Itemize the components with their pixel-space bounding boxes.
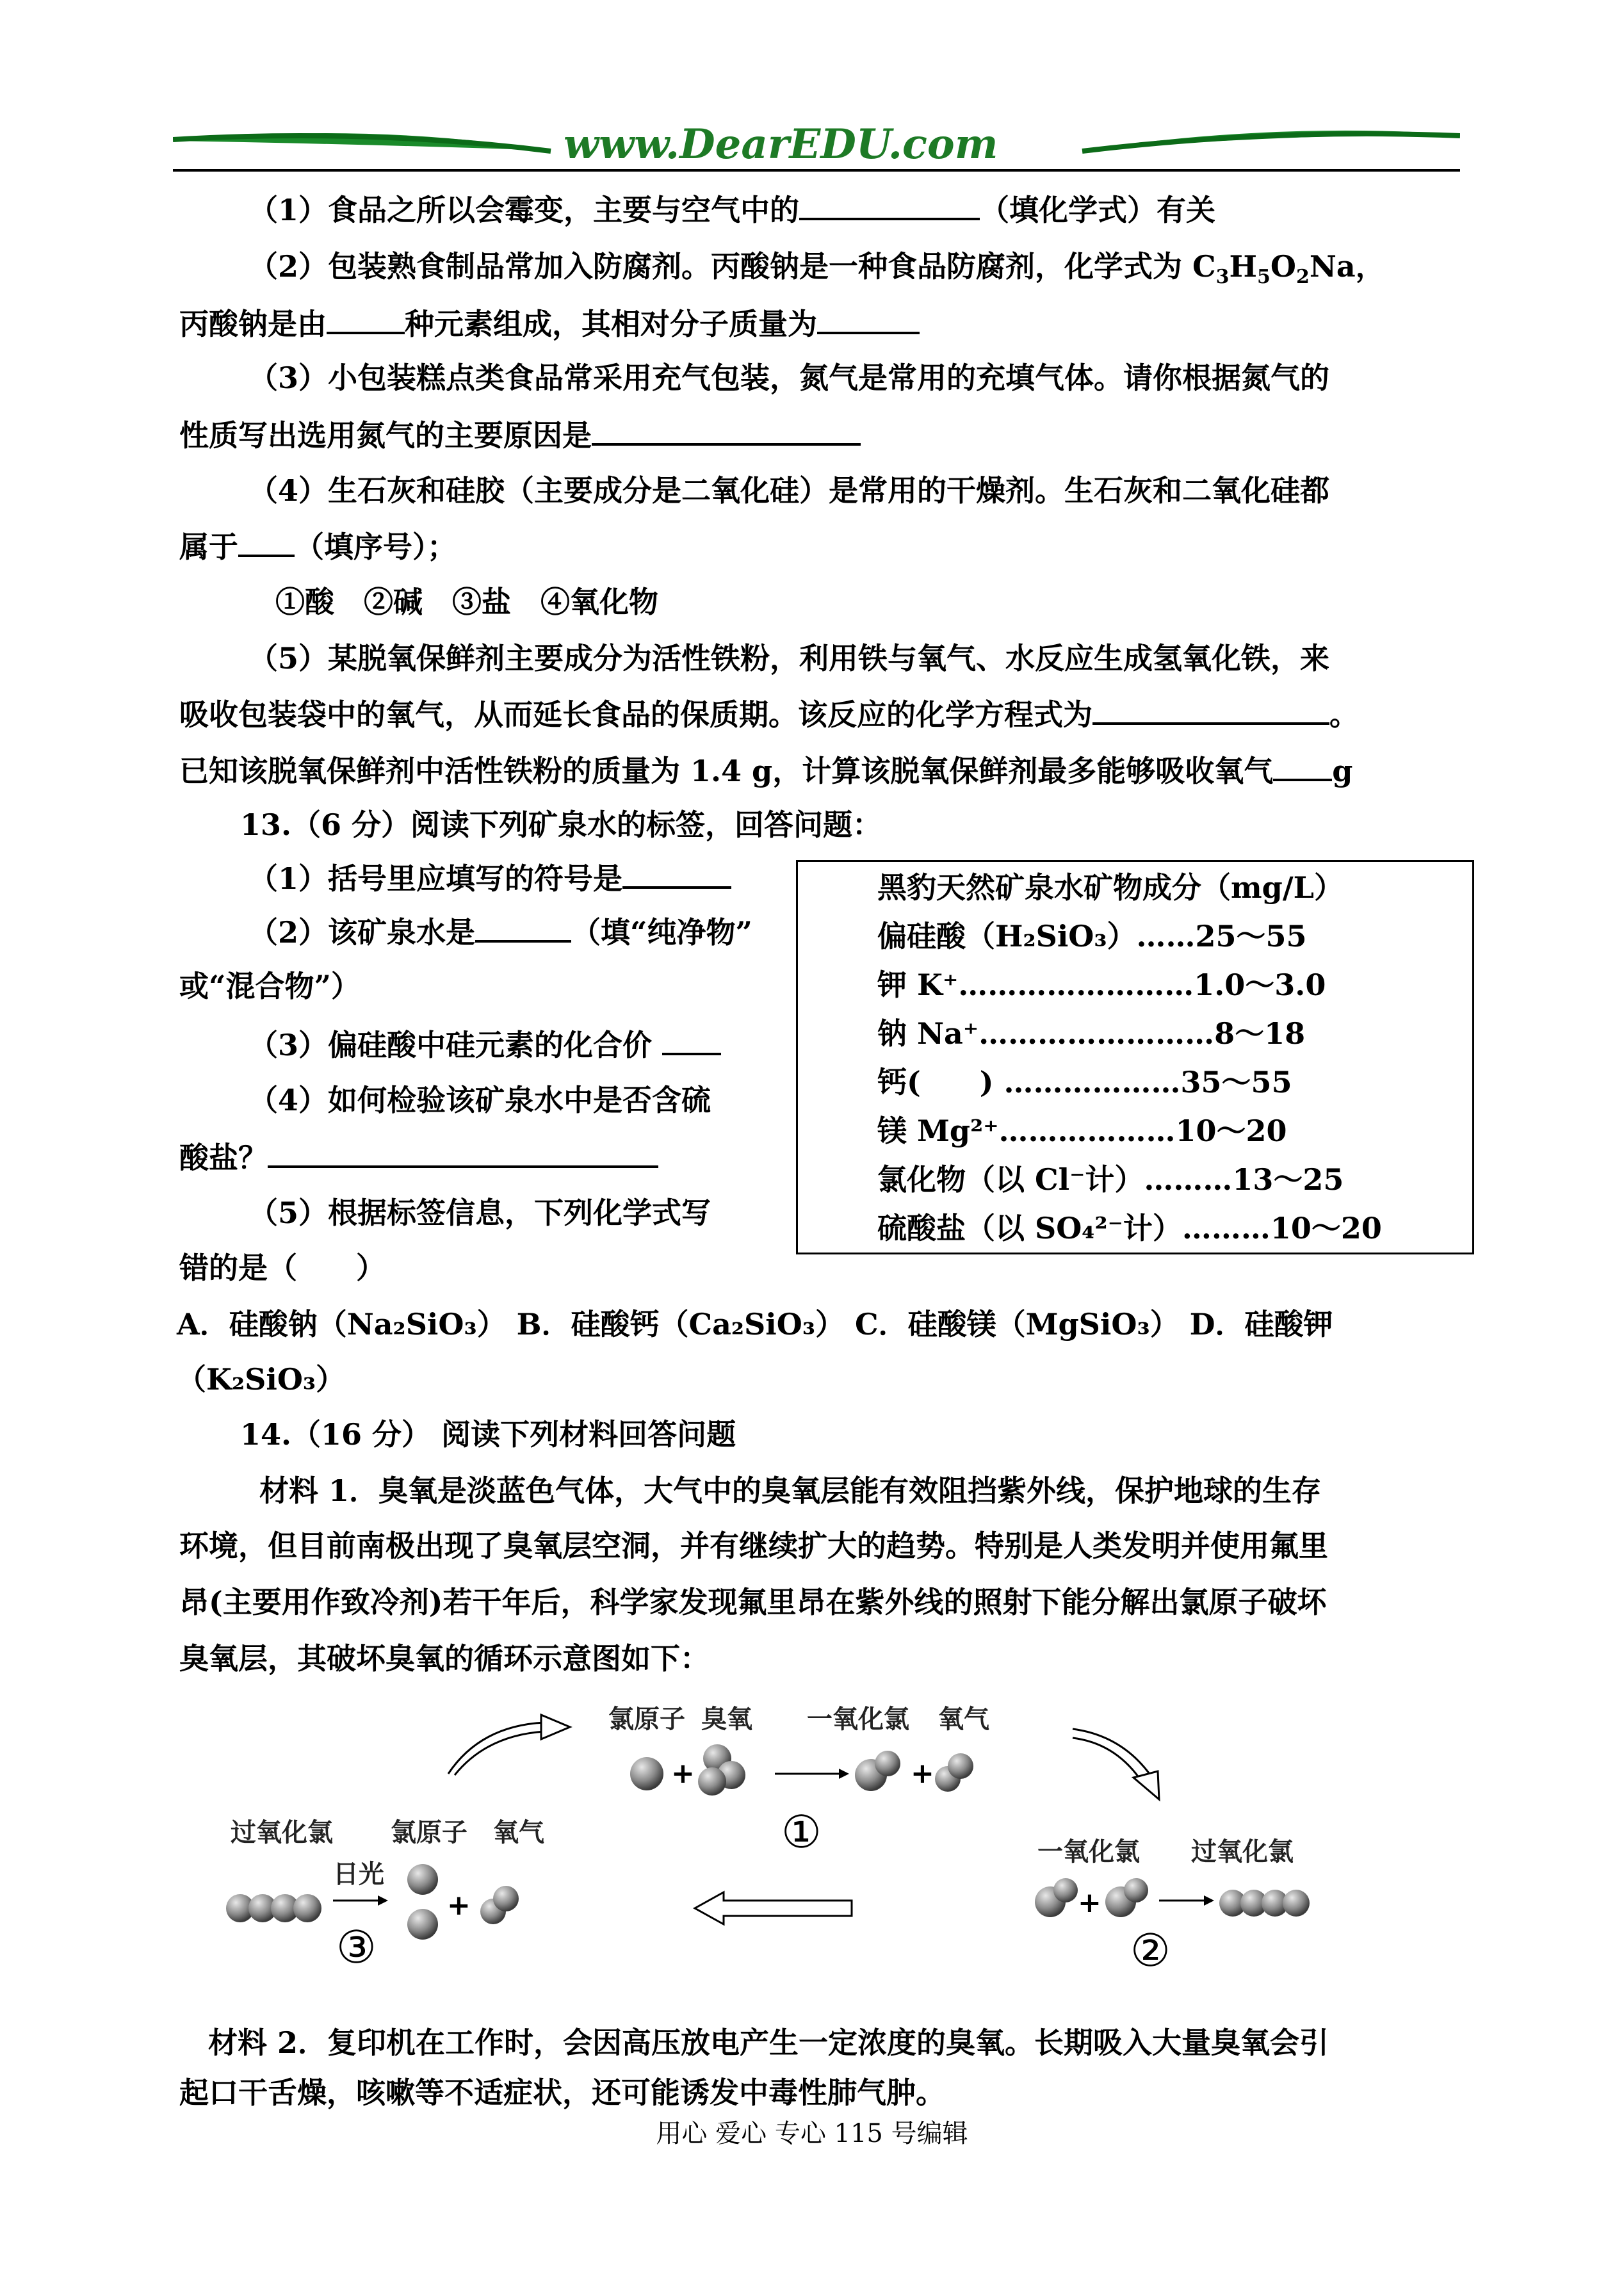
q12-p2-formula-tail: Na， <box>1309 249 1385 284</box>
svg-text:+: + <box>911 1757 934 1790</box>
q12-part1 <box>248 190 1215 229</box>
q13-s1-text: （1）括号里应填写的符号是 <box>248 861 623 896</box>
svg-text:+: + <box>671 1757 695 1790</box>
q12-p5-line3-end: g <box>1332 754 1353 788</box>
q13-s5b: 错的是（ ） <box>179 1251 386 1285</box>
q13-s4b-line <box>179 1137 658 1177</box>
label-chlorine-monoxide: 一氧化氯 <box>807 1705 909 1734</box>
q14-title: 14.（16 分） 阅读下列材料回答问题 <box>240 1417 736 1452</box>
label-oxygen-2: 氧气 <box>493 1818 544 1847</box>
answer-blank[interactable] <box>799 190 980 220</box>
q13-choices: A．硅酸钠（Na₂SiO₃） B．硅酸钙（Ca₂SiO₃） C．硅酸镁（MgSiO₃） D．硅酸钾 <box>177 1307 1333 1342</box>
step-number-2: ② <box>1130 1924 1171 1977</box>
label-ozone: 臭氧 <box>701 1705 752 1734</box>
step-number-3: ③ <box>336 1921 377 1974</box>
label-chlorine-atom-2: 氯原子 <box>391 1818 467 1847</box>
q13-s5a: （5）根据标签信息，下列化学式写 <box>248 1196 711 1230</box>
q13-s3-text: （3）偏硅酸中硅元素的化合价 <box>248 1028 653 1062</box>
label-chlorine-peroxide-2: 过氧化氯 <box>1191 1837 1294 1867</box>
q12-part5-line3 <box>179 750 1352 790</box>
q13-s1 <box>248 858 731 898</box>
q14-m1-l4: 臭氧层，其破坏臭氧的循环示意图如下： <box>179 1641 710 1676</box>
label-row: 偏硅酸（H₂SiO₃）……25～55 <box>877 919 1307 953</box>
answer-blank[interactable] <box>475 912 571 943</box>
answer-blank[interactable] <box>1092 694 1329 725</box>
q12-part3-line2 <box>179 415 861 455</box>
molecule-cl2o2-2 <box>1219 1890 1310 1917</box>
q14-m1-l2: 环境，但目前南极出现了臭氧层空洞，并有继续扩大的趋势。特别是人类发明并使用氟里 <box>179 1529 1328 1563</box>
q13-title: 13.（6 分）阅读下列矿泉水的标签，回答问题： <box>240 807 882 842</box>
answer-blank[interactable] <box>817 304 920 334</box>
q12-p2-text: （2）包装熟食制品常加入防腐剂。丙酸钠是一种食品防腐剂，化学式为 C <box>248 249 1216 284</box>
q13-s4b: 酸盐？ <box>179 1140 268 1175</box>
molecule-clo-b <box>1105 1878 1148 1917</box>
label-row: 钠 Na⁺……………………8～18 <box>877 1016 1306 1051</box>
answer-blank[interactable] <box>238 526 295 557</box>
header-rule <box>173 169 1460 172</box>
molecule-clo <box>855 1751 900 1791</box>
q13-s4a: （4）如何检验该矿泉水中是否含硫 <box>248 1083 711 1117</box>
cycle-arrow-upper-right <box>1073 1729 1159 1799</box>
q14-m1-l3: 昂(主要用作致冷剂)若干年后，科学家发现氟里昂在紫外线的照射下能分解出氯原子破坏 <box>179 1585 1327 1619</box>
q13-s2b: （填“纯净物” <box>571 915 752 950</box>
label-row: 硫酸盐（以 SO₄²⁻计）………10～20 <box>877 1211 1382 1245</box>
q14-m2-l1: 材料 2．复印机在工作时，会因高压放电产生一定浓度的臭氧。长期吸入大量臭氧会引 <box>208 2025 1329 2060</box>
label-row: 氯化物（以 Cl⁻计）………13～25 <box>877 1162 1344 1197</box>
molecule-o2 <box>935 1753 973 1792</box>
q12-part2-line1: （2）包装熟食制品常加入防腐剂。丙酸钠是一种食品防腐剂，化学式为 $C_3H_5O_2Na$， <box>248 249 1385 289</box>
answer-blank[interactable] <box>622 858 731 889</box>
q12-part4-line1: （4）生石灰和硅胶（主要成分是二氧化硅）是常用的干燥剂。生石灰和二氧化硅都 <box>248 473 1330 508</box>
q12-p3-line2-text: 性质写出选用氮气的主要原因是 <box>179 418 592 453</box>
cycle-arrow-upper-left <box>448 1715 570 1775</box>
q12-p2-line2a: 丙酸钠是由 <box>179 307 327 341</box>
q12-p5-line2-end: 。 <box>1329 697 1359 732</box>
q12-part4-line2 <box>179 526 457 566</box>
q12-part2-line2 <box>179 304 920 343</box>
q12-part4-options: ①酸 ②碱 ③盐 ④氧化物 <box>275 585 658 619</box>
q14-m2-l2: 起口干舌燥，咳嗽等不适症状，还可能诱发中毒性肺气肿。 <box>179 2075 945 2110</box>
label-oxygen: 氧气 <box>938 1705 989 1734</box>
label-chlorine-monoxide-2: 一氧化氯 <box>1037 1837 1140 1867</box>
answer-blank[interactable] <box>662 1025 721 1055</box>
answer-blank[interactable] <box>592 415 861 446</box>
q14-m1-l1: 材料 1．臭氧是淡蓝色气体，大气中的臭氧层能有效阻挡紫外线，保护地球的生存 <box>259 1473 1322 1508</box>
ozone-cycle-diagram <box>211 1697 1338 1998</box>
q12-part3-line1: （3）小包装糕点类食品常采用充气包装，氮气是常用的充填气体。请你根据氮气的 <box>248 361 1330 395</box>
molecule-o2-2 <box>480 1886 519 1924</box>
q12-p1-suffix: （填化学式）有关 <box>980 193 1216 227</box>
label-row: 钾 K⁺……………………1.0～3.0 <box>877 968 1326 1002</box>
molecule-cl2o2 <box>226 1894 321 1922</box>
q12-p5-line3-text: 已知该脱氧保鲜剂中活性铁粉的质量为 1.4 g，计算该脱氧保鲜剂最多能够吸收氧气 <box>179 754 1274 788</box>
label-row: 钙( ) ………………35～55 <box>877 1065 1292 1099</box>
q12-p4-line2a: 属于 <box>179 530 238 564</box>
q13-s2c: 或“混合物”） <box>179 969 361 1003</box>
q12-p2-line2b: 种元素组成，其相对分子质量为 <box>405 307 817 341</box>
page-footer: 用心 爱心 专心 115 号编辑 <box>656 2119 968 2148</box>
q12-part5-line2 <box>179 694 1359 734</box>
label-row: 镁 Mg²⁺………………10～20 <box>877 1114 1287 1148</box>
label-chlorine-atom: 氯原子 <box>608 1705 685 1734</box>
q12-p4-line2b: （填序号）； <box>295 530 457 564</box>
molecule-cl-pair <box>407 1864 438 1940</box>
answer-blank[interactable] <box>268 1137 658 1168</box>
q13-s3 <box>248 1025 721 1064</box>
svg-text:+: + <box>1078 1886 1101 1919</box>
svg-text:+: + <box>447 1889 471 1922</box>
molecule-o3 <box>698 1744 745 1796</box>
q13-s2a: （2）该矿泉水是 <box>248 915 476 950</box>
label-chlorine-peroxide: 过氧化氯 <box>231 1818 333 1847</box>
molecule-clo-a <box>1035 1878 1078 1917</box>
q12-part5-line1: （5）某脱氧保鲜剂主要成分为活性铁粉，利用铁与氧气、水反应生成氢氧化铁，来 <box>248 641 1330 676</box>
answer-blank[interactable] <box>1273 750 1332 781</box>
q13-s2 <box>248 912 752 952</box>
label-title: 黑豹天然矿泉水矿物成分（mg/L） <box>877 870 1344 905</box>
cycle-arrow-bottom <box>695 1892 852 1924</box>
label-sunlight: 日光 <box>333 1860 384 1889</box>
q13-choice-d-cont: （K₂SiO₃） <box>177 1362 346 1397</box>
molecule-cl <box>630 1757 663 1790</box>
answer-blank[interactable] <box>327 304 405 334</box>
site-logo: www.DearEDU.com <box>564 120 998 168</box>
q12-p1-text: （1）食品之所以会霉变，主要与空气中的 <box>248 193 800 227</box>
q12-p5-line2-text: 吸收包装袋中的氧气，从而延长食品的保质期。该反应的化学方程式为 <box>179 697 1092 732</box>
step-number-1: ① <box>781 1806 822 1858</box>
